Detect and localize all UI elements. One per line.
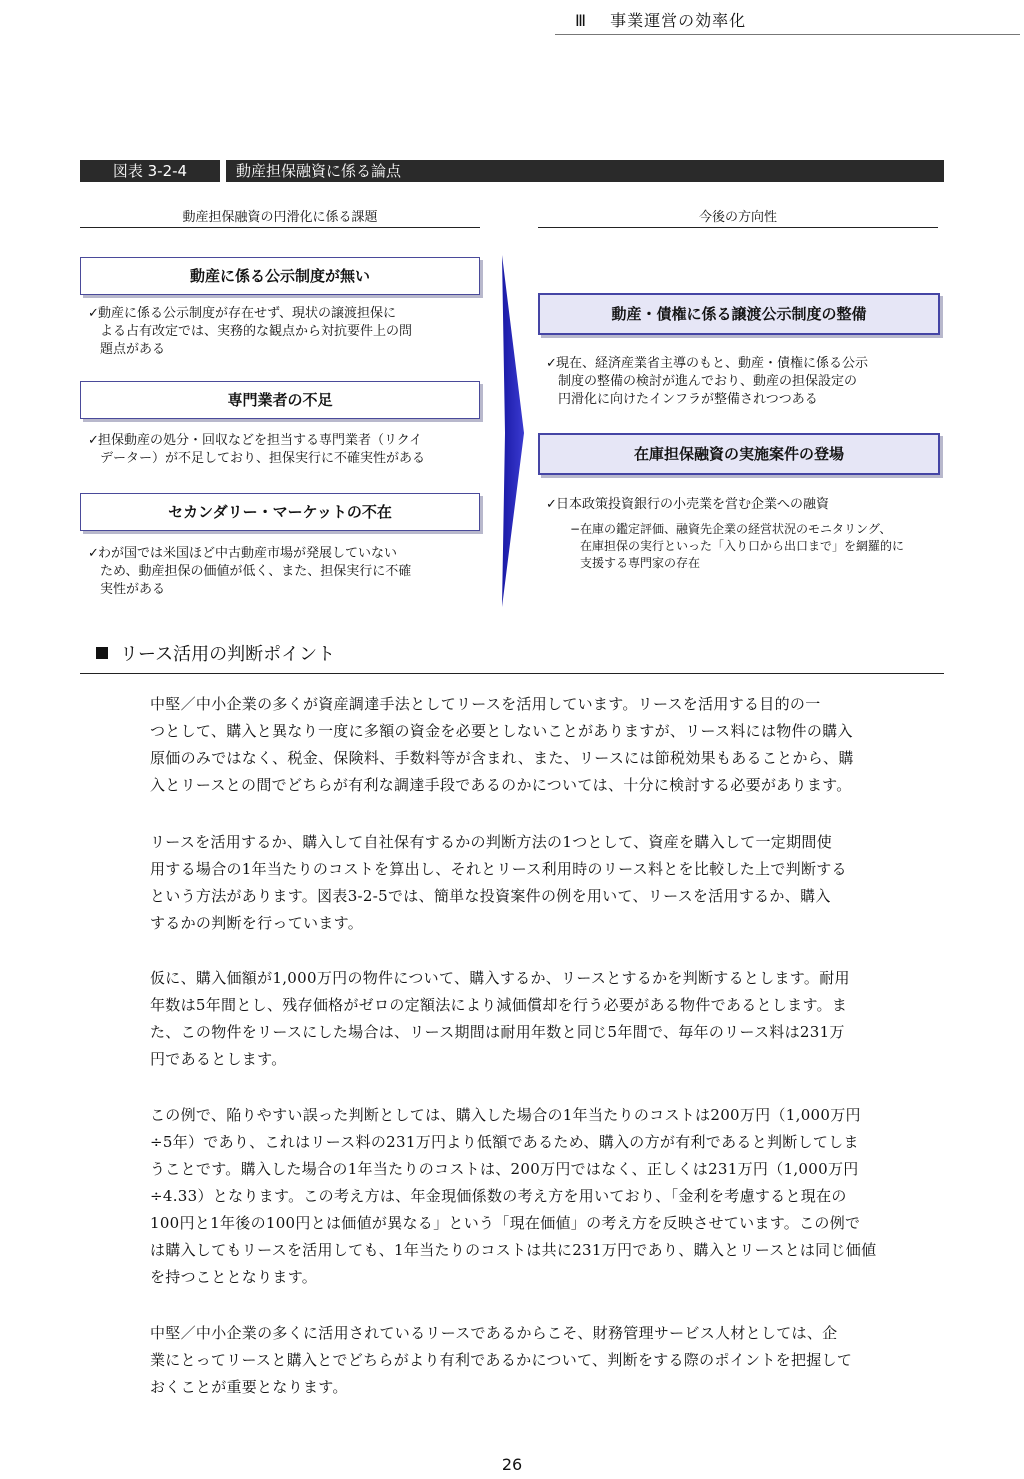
check-icon: ✓ xyxy=(546,497,557,512)
direction-arrow-icon xyxy=(496,255,526,610)
figure-number: 図表 3-2-4 xyxy=(112,162,188,180)
direction-note-registration: ✓現在、経済産業省主導のもと、動産・債権に係る公示 制度の整備の検討が進んでおり、動産の担保設定の 円滑化に向けたインフラが整備されつつある xyxy=(546,356,869,407)
direction-title: 在庫担保融資の実施案件の登場 xyxy=(633,445,844,463)
figure-title-separator xyxy=(220,160,226,182)
left-column-heading: 動産担保融資の円滑化に係る課題 xyxy=(182,210,378,225)
body-paragraph: 仮に、購入価額が1,000万円の物件について、購入するか、リースとするかを判断するとします。耐用 年数は5年間とし、残存価格がゼロの定額法により減価償却を行う必要がある物件であるとします。ま た、この物件をリースにした場合は、リース期間は耐用年数と同じ5年間で、毎年のリース料は231万 円であるとします。 xyxy=(150,969,850,1068)
page-number: 26 xyxy=(501,1455,523,1474)
running-header: Ⅲ 事業運営の効率化 xyxy=(575,11,747,30)
body-paragraph: この例で、陥りやすい誤った判断としては、購入した場合の1年当たりのコストは200万円（1,000万円 ÷5年）であり、これはリース料の231万円より低額であるため、購入の方が有利であると判断してしま うことです。購入した場合の1年当たりのコストは、200万円ではなく、正しくは231万円（1,000万円 ÷4.33）となります。この考え方は、年金現価係数の考え方を用いており、「金利を考慮すると現在の 100円と1年後の100円とは価値が異なる」という「現在価値」の考え方を反映させています。この例で は購入してもリースを活用しても、1年当たりのコストは共に231万円であり、購入とリースとは同じ価値 を持つこととなります。 xyxy=(150,1106,877,1286)
direction-subnote-inventory-loan: −在庫の鑑定評価、融資先企業の経営状況のモニタリング、 在庫担保の実行といった「入り口から出口まで」を網羅的に 支援する専門家の存在 xyxy=(570,522,905,570)
figure-title: 動産担保融資に係る論点 xyxy=(236,162,402,180)
issue-title: 動産に係る公示制度が無い xyxy=(189,267,370,285)
issue-title: セカンダリー・マーケットの不在 xyxy=(168,503,392,521)
check-icon: ✓ xyxy=(88,433,99,448)
header-rule xyxy=(555,34,1020,35)
body-paragraph: リースを活用するか、購入して自社保有するかの判断方法の1つとして、資産を購入して一定期間使 用する場合の1年当たりのコストを算出し、それとリース利用時のリース料とを比較した上で判断する という方法があります。図表3-2-5では、簡単な投資案件の例を用いて、リースを活用するか、購入 するかの判断を行っています。 xyxy=(150,833,847,932)
issue-box-specialists xyxy=(80,381,480,419)
issue-note-secondary-market: ✓わが国では米国ほど中古動産市場が発展していない ため、動産担保の価値が低く、また、担保実行に不確 実性がある xyxy=(88,546,412,597)
square-bullet-icon xyxy=(96,647,108,659)
right-column-rule xyxy=(538,227,938,228)
issue-note-public-notice: ✓動産に係る公示制度が存在せず、現状の譲渡担保に よる占有改定では、実務的な観点から対抗要件上の問 題点がある xyxy=(88,306,413,357)
issue-box-secondary-market xyxy=(80,493,480,531)
right-column-heading: 今後の方向性 xyxy=(698,210,777,225)
issue-note-specialists: ✓担保動産の処分・回収などを担当する専門業者（リクイ データー）が不足しており、担保実行に不確実性がある xyxy=(88,433,426,466)
direction-title: 動産・債権に係る譲渡公示制度の整備 xyxy=(611,305,867,323)
check-icon: ✓ xyxy=(88,306,99,321)
direction-note-inventory-loan: ✓日本政策投資銀行の小売業を営む企業への融資 xyxy=(546,497,830,512)
issue-box-public-notice xyxy=(80,257,480,295)
direction-box-registration xyxy=(538,293,940,335)
issue-title: 専門業者の不足 xyxy=(227,391,333,409)
check-icon: ✓ xyxy=(88,546,99,561)
body-paragraph: 中堅／中小企業の多くが資産調達手法としてリースを活用しています。リースを活用する目的の一 つとして、購入と異なり一度に多額の資金を必要としないことがありますが、リース料には物件の購入 原価のみではなく、税金、保険料、手数料等が含まれ、また、リースには節税効果もあることから、購 入とリースとの間でどちらが有利な調達手段であるのかについては、十分に検討する必要があります。 xyxy=(150,695,854,794)
section-heading: リース活用の判断ポイント xyxy=(96,640,335,666)
check-icon: ✓ xyxy=(546,356,557,371)
direction-box-inventory-loan xyxy=(538,433,940,475)
body-paragraph: 中堅／中小企業の多くに活用されているリースであるからこそ、財務管理サービス人材としては、企 業にとってリースと購入とでどちらがより有利であるかについて、判断をする際のポイントを把握して おくことが重要となります。 xyxy=(150,1324,853,1396)
section-rule xyxy=(80,673,944,674)
left-column-rule xyxy=(80,227,480,228)
